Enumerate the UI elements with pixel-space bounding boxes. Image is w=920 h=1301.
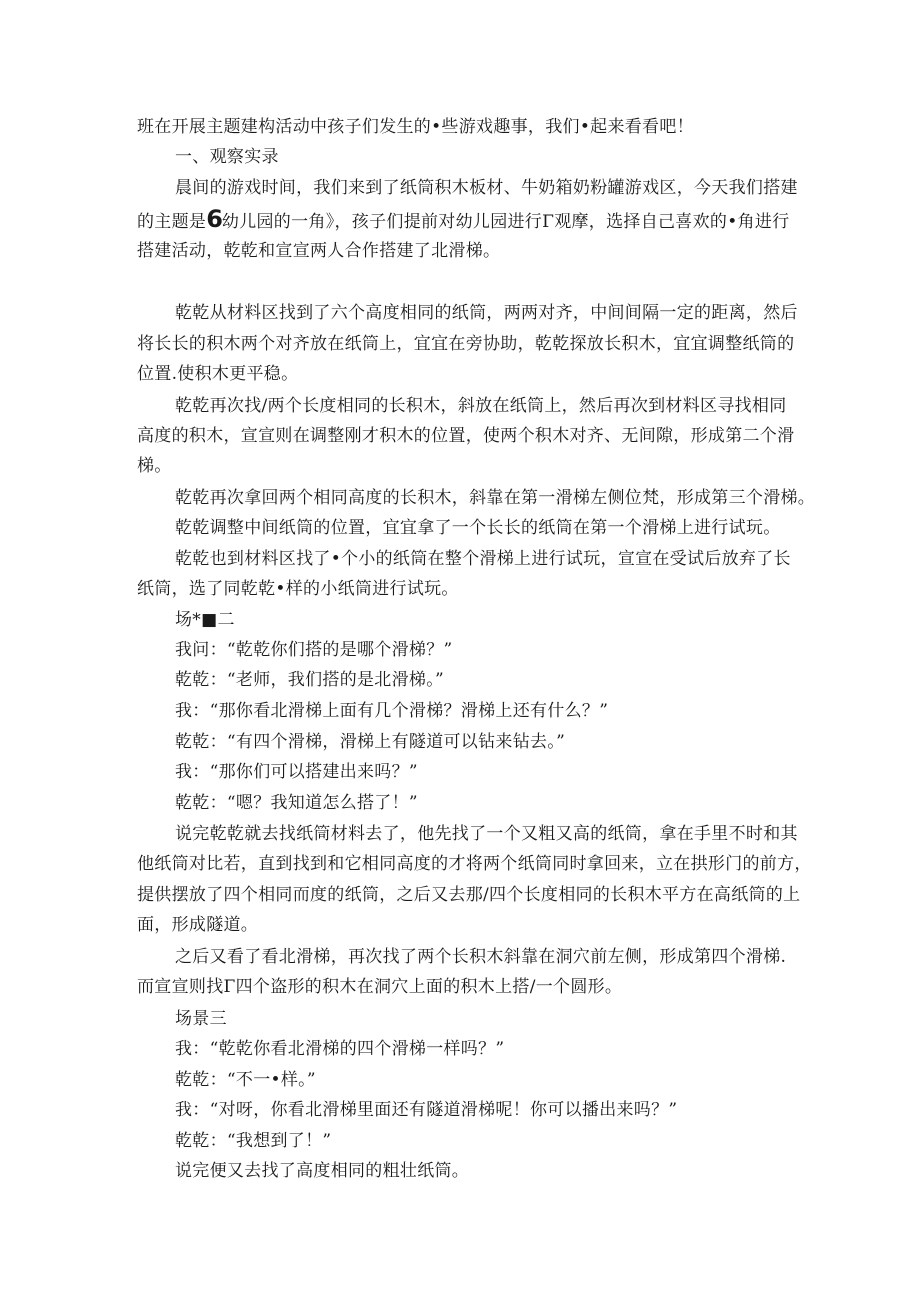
paragraph-line: 高度的积木，宣宣则在调整刚才积木的位置，使两个积木对齐、无间隙，形成第二个滑 — [137, 426, 795, 446]
paragraph-line: 乾乾再次拿回两个相同高度的长积木，斜靠在第一滑梯左侧位梵，形成第三个滑梯。 — [175, 488, 816, 508]
paragraph-line: 晨间的游戏时间，我们来到了纸筒积木板材、牛奶箱奶粉罐游戏区，今天我们搭建 — [175, 178, 798, 198]
paragraph-line: 将长长的积木两个对齐放在纸筒上，宜宜在旁协助，乾乾探放长积木，宜宜调整纸筒的 — [137, 334, 795, 354]
dialogue-line: 乾乾：“有四个滑梯，滑梯上有隧道可以钻来钻去。” — [175, 732, 566, 752]
paragraph-line: 乾乾从材料区找到了六个高度相同的纸筒，两两对齐，中间间隔一定的距离，然后 — [175, 303, 798, 323]
paragraph-line: 乾乾也到材料区找了•个小的纸筒在整个滑梯上进行试玩，宣宣在受试后放弃了长 — [175, 549, 791, 569]
paragraph-line: 纸筒，选了同乾乾•样的小纸筒进行试玩。 — [137, 579, 459, 599]
dialogue-line: 乾乾：“老师，我们搭的是北滑梯。” — [175, 670, 444, 690]
dialogue-line: 我：“对呀，你看北滑梯里面还有隧道滑梯呢！你可以播出来吗？” — [175, 1100, 678, 1120]
dialogue-line: 乾乾：“不一•样。” — [175, 1070, 316, 1090]
paragraph-line: 乾乾再次找/两个长度相同的长积木，斜放在纸筒上，然后再次到材料区寻找相同 — [175, 396, 787, 416]
paragraph-line: 说完乾乾就去找纸筒材料去了，他先找了一个又粗又高的纸筒，拿在手里不时和其 — [175, 824, 798, 844]
text-fragment: 幼儿园的一角》，孩子们提前对幼儿园进行Γ观摩，选择自己喜欢的•角进行 — [221, 212, 790, 232]
paragraph-line: 乾乾调整中间纸筒的位置，宜宜拿了一个长长的纸筒在第一个滑梯上进行试玩。 — [175, 518, 781, 538]
text-fragment: 的主题是 — [137, 212, 207, 232]
dialogue-line: 乾乾：“我想到了！” — [175, 1131, 332, 1151]
paragraph-line: 而宣宣则找Γ四个盗形的积木在洞穴上面的积木上搭/一个圆形。 — [137, 977, 623, 997]
paragraph-line: 他纸筒对比若，直到找到和它相同高度的才将两个纸筒同时拿回来，立在拱形门的前方， — [137, 854, 812, 874]
dialogue-line: 我：“乾乾你看北滑梯的四个滑梯一样吗？” — [175, 1039, 505, 1059]
paragraph-line: 位置.使积木更平稳。 — [137, 364, 299, 384]
dialogue-line: 我：“那你看北滑梯上面有几个滑梯？滑梯上还有什么？” — [175, 701, 609, 721]
paragraph-line: 说完便又去找了高度相同的粗壮纸筒。 — [175, 1161, 470, 1181]
paragraph-line: 搭建活动，乾乾和宣宣两人合作搭建了北滑梯。 — [137, 241, 501, 261]
dialogue-line: 我问：“乾乾你们搭的是哪个滑梯？” — [175, 640, 453, 660]
intro-line: 班在开展主题建构活动中孩子们发生的•些游戏趣事，我们•起来看看吧！ — [137, 117, 694, 137]
large-glyph: 6 — [206, 205, 222, 233]
dialogue-line: 我：“那你们可以搭建出来吗？” — [175, 762, 418, 782]
dialogue-line: 乾乾：“嗯？我知道怎么搭了！” — [175, 793, 418, 813]
scene-heading: 场景三 — [175, 1009, 227, 1029]
paragraph-line: 之后又看了看北滑梯，再次找了两个长积木斜靠在洞穴前左侧，形成第四个滑梯. — [175, 947, 787, 967]
paragraph-line: 梯。 — [137, 456, 172, 476]
paragraph-line: 提供摆放了四个相同而度的纸筒，之后又去那/四个长度相同的长积木平方在高纸筒的上 — [137, 885, 801, 905]
section-heading-observation: 一、观察实录 — [175, 147, 279, 167]
paragraph-line-theme — [137, 205, 790, 233]
paragraph-line: 面，形成隧道。 — [137, 915, 259, 935]
scene-heading: 场*■二 — [175, 610, 235, 630]
